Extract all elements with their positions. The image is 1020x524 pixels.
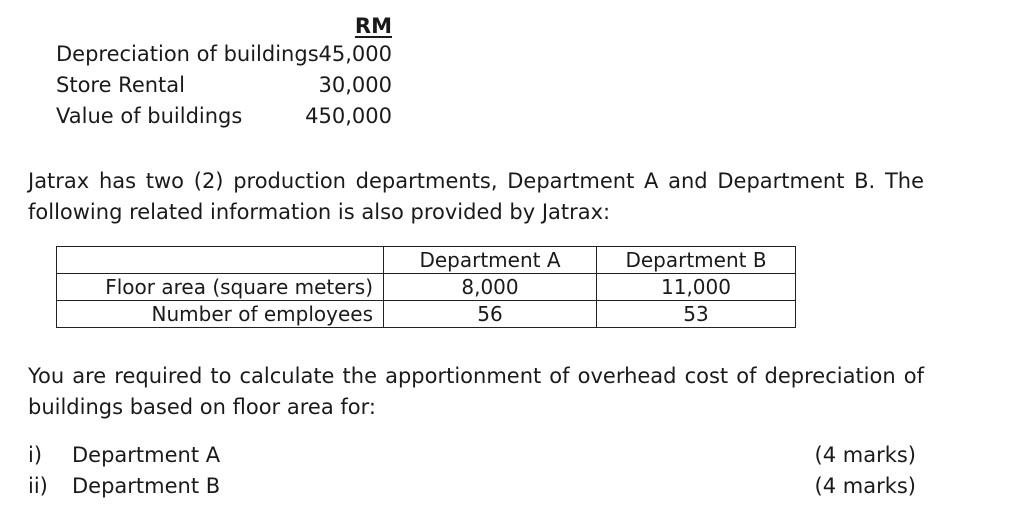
cost-row-store-rental <box>56 73 392 103</box>
cost-value: 450,000 <box>305 104 392 128</box>
table-row-label: Floor area (square meters) <box>57 274 384 301</box>
cost-value: 30,000 <box>318 73 392 97</box>
cost-row-depreciation <box>56 42 392 72</box>
table-header-cell: Department A <box>384 247 597 274</box>
table-cell: 56 <box>384 301 597 328</box>
cost-label: Depreciation of buildings <box>56 42 319 66</box>
question-text: Department A <box>72 443 221 467</box>
table-header-row <box>57 247 796 274</box>
cost-value: 45,000 <box>318 42 392 66</box>
question-marks: (4 marks) <box>814 474 916 498</box>
table-cell: 53 <box>597 301 796 328</box>
table-cell: 8,000 <box>384 274 597 301</box>
table-header-cell <box>57 247 384 274</box>
question-item <box>28 474 220 498</box>
table-row-label: Number of employees <box>57 301 384 328</box>
cost-label: Store Rental <box>56 73 185 97</box>
intro-paragraph: Jatrax has two (2) production departments, Department A and Department B. The following related information is also provided by Jatrax: <box>28 169 924 224</box>
cost-row-value-of-buildings <box>56 104 392 134</box>
cost-label: Value of buildings <box>56 104 243 128</box>
instruction-paragraph: You are required to calculate the apportionment of overhead cost of depreciation of buildings based on floor area for: <box>28 364 924 419</box>
table-header-cell: Department B <box>597 247 796 274</box>
department-table <box>56 246 796 328</box>
question-item <box>28 443 220 467</box>
question-text: Department B <box>72 474 221 498</box>
currency-header: RM <box>354 14 392 38</box>
question-number: i) <box>28 443 43 467</box>
table-cell: 11,000 <box>597 274 796 301</box>
table-row <box>57 301 796 328</box>
question-number: ii) <box>28 474 48 498</box>
table-row <box>57 274 796 301</box>
question-marks: (4 marks) <box>814 443 916 467</box>
